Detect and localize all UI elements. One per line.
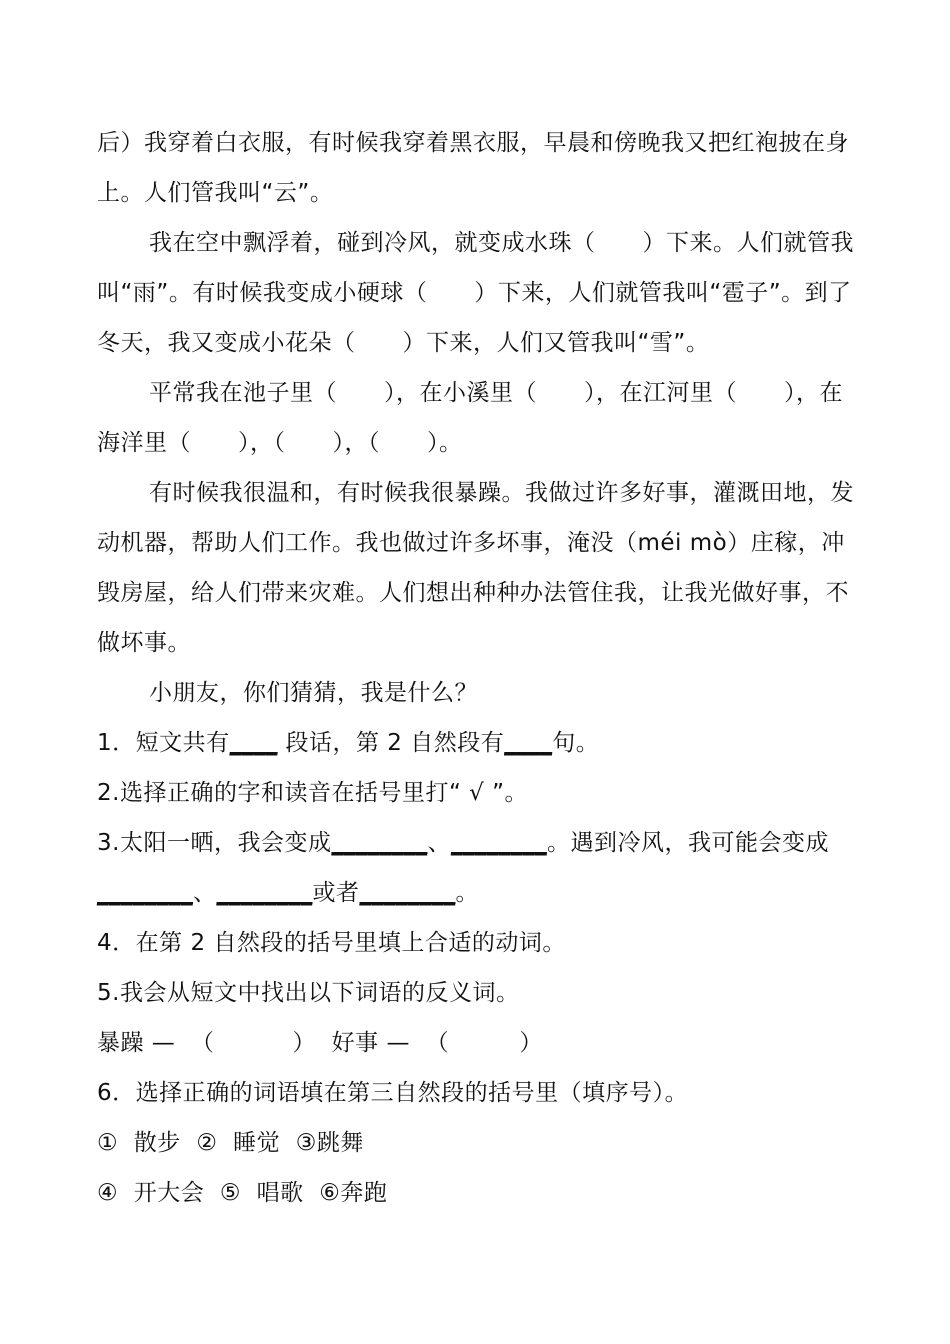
- answer-blank[interactable]: ____: [504, 730, 553, 756]
- passage-and-questions: [97, 118, 857, 1218]
- answer-blank[interactable]: ________: [97, 880, 193, 906]
- question-6-options-row-2: ④ 开大会 ⑤ 唱歌 ⑥奔跑: [97, 1180, 388, 1206]
- question-5-antonyms: 暴躁 — （ ） 好事 — （ ）: [97, 1030, 543, 1056]
- answer-blank[interactable]: ____: [229, 730, 278, 756]
- paragraph-5: 小朋友，你们猜猜，我是什么？: [149, 680, 478, 706]
- paragraph-2: 我在空中飘浮着，碰到冷风，就变成水珠（ ）下来。人们就管我叫“雨”。有时候我变成小硬球（ ）下来，人们就管我叫“雹子”。到了冬天，我又变成小花朵（ ）下来，人们又管我叫“雪”。: [97, 230, 854, 356]
- question-1: 1．短文共有____ 段话，第 2 自然段有____句。: [97, 730, 600, 756]
- question-4: 4．在第 2 自然段的括号里填上合适的动词。: [97, 930, 566, 956]
- answer-blank[interactable]: ________: [216, 880, 313, 906]
- paragraph-3: 平常我在池子里（ ），在小溪里（ ），在江河里（ ），在海洋里（ ），（ ），（ ）。: [97, 380, 843, 456]
- paragraph-1: 后）我穿着白衣服，有时候我穿着黑衣服，早晨和傍晚我又把红袍披在身上。人们管我叫“云”。: [97, 130, 849, 206]
- question-5: 5.我会从短文中找出以下词语的反义词。: [97, 980, 520, 1006]
- paragraph-4: 有时候我很温和，有时候我很暴躁。我做过许多好事，灌溉田地，发动机器，帮助人们工作。我也做过许多坏事，淹没（méi mò）庄稼，冲毁房屋，给人们带来灾难。人们想出种种办法管住我，让我光做好事，不做坏事。: [97, 480, 854, 656]
- answer-blank[interactable]: ________: [359, 880, 456, 906]
- question-6: 6．选择正确的词语填在第三自然段的括号里（填序号）。: [97, 1080, 689, 1106]
- question-3: 3.太阳一晒，我会变成________、________。遇到冷风，我可能会变成________、________或者________。: [97, 830, 829, 906]
- question-2: 2.选择正确的字和读音在括号里打“ √ ”。: [97, 780, 529, 806]
- answer-blank[interactable]: ________: [450, 830, 547, 856]
- answer-blank[interactable]: ________: [331, 830, 428, 856]
- question-6-options-row-1: ① 散步 ② 睡觉 ③跳舞: [97, 1130, 364, 1156]
